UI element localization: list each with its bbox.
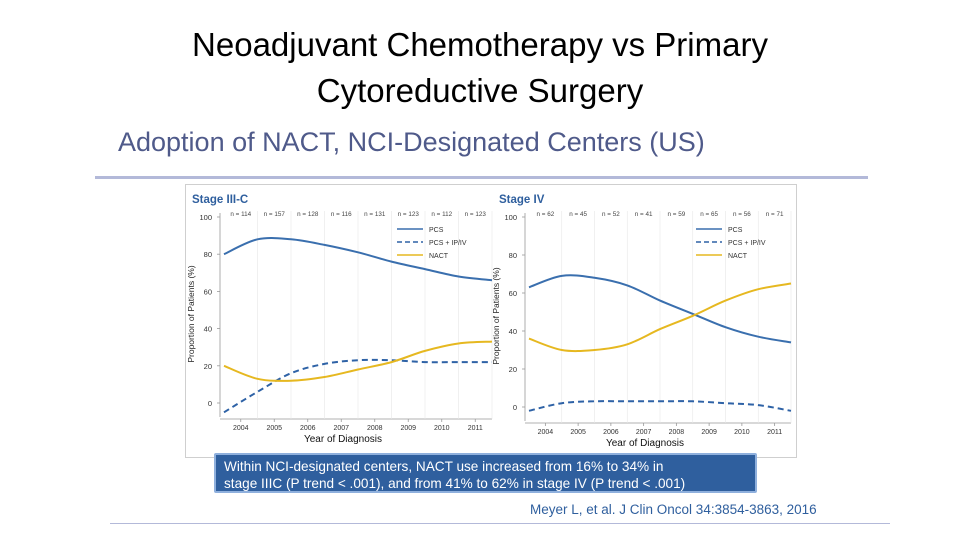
panel-2-n-label-4: n = 41 [634, 211, 653, 218]
panel-1-x-tick-2004: 2004 [232, 425, 249, 432]
callout-line-2: stage IIIC (P trend < .001), and from 41% to 62% in stage IV (P trend < .001) [224, 476, 686, 491]
panel-1-n-label-1: n = 114 [230, 211, 252, 218]
panel-2-x-tick-2010: 2010 [734, 429, 750, 436]
panel-1-x-tick-2006: 2006 [299, 425, 316, 432]
summary-callout [214, 453, 757, 493]
chart-svg [186, 185, 796, 457]
panel-2-y-tick-40: 40 [508, 327, 517, 336]
panel-2-y-tick-20: 20 [508, 365, 517, 374]
panel-2-y-tick-100: 100 [504, 213, 517, 222]
subtitle-divider [95, 176, 868, 179]
panel-1-n-label-3: n = 128 [297, 211, 319, 218]
panel-2-n-label-7: n = 56 [733, 211, 751, 218]
panel-1-x-label: Year of Diagnosis [303, 434, 383, 445]
slide-subtitle: Adoption of NACT, NCI-Designated Centers (US) [118, 127, 705, 157]
panel-1-legend-label-1: PCS [429, 227, 444, 234]
panel-2-legend-label-3: NACT [728, 253, 748, 260]
panel-1-y-tick-80: 80 [203, 250, 212, 260]
panel-2-x-tick-2004: 2004 [537, 429, 554, 436]
panel-2-y-tick-60: 60 [508, 289, 517, 298]
citation: Meyer L, et al. J Clin Oncol 34:3854-3863, 2016 [530, 502, 817, 517]
panel-2-x-tick-2011: 2011 [767, 429, 783, 436]
panel-1-legend-label-2: PCS + IP/IV [429, 240, 467, 247]
panel-1-n-label-8: n = 123 [464, 211, 486, 218]
panel-2-x-tick-2005: 2005 [570, 429, 586, 436]
panel-2-n-label-8: n = 71 [765, 211, 784, 218]
panel-2-y-label: Proportion of Patients (%) [491, 267, 501, 365]
panel-2-n-label-5: n = 59 [667, 211, 686, 218]
slide-title-line-1: Neoadjuvant Chemotherapy vs Primary [192, 26, 768, 63]
panel-1-n-label-6: n = 123 [397, 211, 419, 218]
slide-title [0, 22, 960, 114]
panel-1-n-label-4: n = 116 [330, 211, 352, 218]
panel-2-n-label-1: n = 62 [536, 211, 555, 218]
panel-2-x-tick-2009: 2009 [701, 429, 717, 436]
panel-2-x-tick-2008: 2008 [668, 429, 685, 436]
panel-2-legend-label-1: PCS [728, 227, 743, 234]
panel-2-n-label-3: n = 52 [602, 211, 620, 218]
panel-2-n-label-2: n = 45 [569, 211, 587, 218]
panel-1-n-label-5: n = 131 [364, 211, 386, 218]
panel-1-y-tick-0: 0 [207, 399, 212, 408]
panel-2-y-tick-0: 0 [512, 403, 517, 412]
panel-2-legend-label-2: PCS + IP/IV [728, 240, 766, 247]
chart-figure [185, 184, 797, 458]
panel-1-y-label: Proportion of Patients (%) [186, 265, 196, 363]
panel-2-n-label-6: n = 65 [700, 211, 718, 218]
panel-1-n-label-2: n = 157 [263, 211, 285, 218]
citation-divider [110, 523, 890, 524]
callout-line-1: Within NCI-designated centers, NACT use increased from 16% to 34% in [224, 459, 664, 474]
panel-1-x-tick-2007: 2007 [333, 425, 350, 432]
panel-1-x-tick-2008: 2008 [366, 425, 383, 432]
panel-1-legend-label-3: NACT [429, 253, 449, 260]
panel-1-y-tick-20: 20 [203, 361, 212, 371]
panel-1-x-tick-2010: 2010 [433, 425, 450, 432]
panel-1-n-label-7: n = 112 [431, 211, 453, 218]
panel-1-x-tick-2011: 2011 [467, 425, 483, 432]
panel-1-x-tick-2005: 2005 [266, 425, 283, 432]
slide-title-line-2: Cytoreductive Surgery [316, 72, 644, 109]
panel-1-y-tick-100: 100 [199, 213, 212, 222]
panel-2-x-tick-2006: 2006 [603, 429, 619, 436]
panel-1-y-tick-60: 60 [203, 287, 212, 297]
panel-2-x-label: Year of Diagnosis [605, 438, 685, 449]
panel-1-y-tick-40: 40 [203, 324, 212, 334]
panel-2-title: Stage IV [499, 194, 545, 206]
panel-1-title: Stage III-C [192, 194, 249, 206]
panel-1-x-tick-2009: 2009 [400, 425, 417, 432]
panel-2-x-tick-2007: 2007 [635, 429, 652, 436]
panel-2-y-tick-80: 80 [508, 251, 517, 260]
